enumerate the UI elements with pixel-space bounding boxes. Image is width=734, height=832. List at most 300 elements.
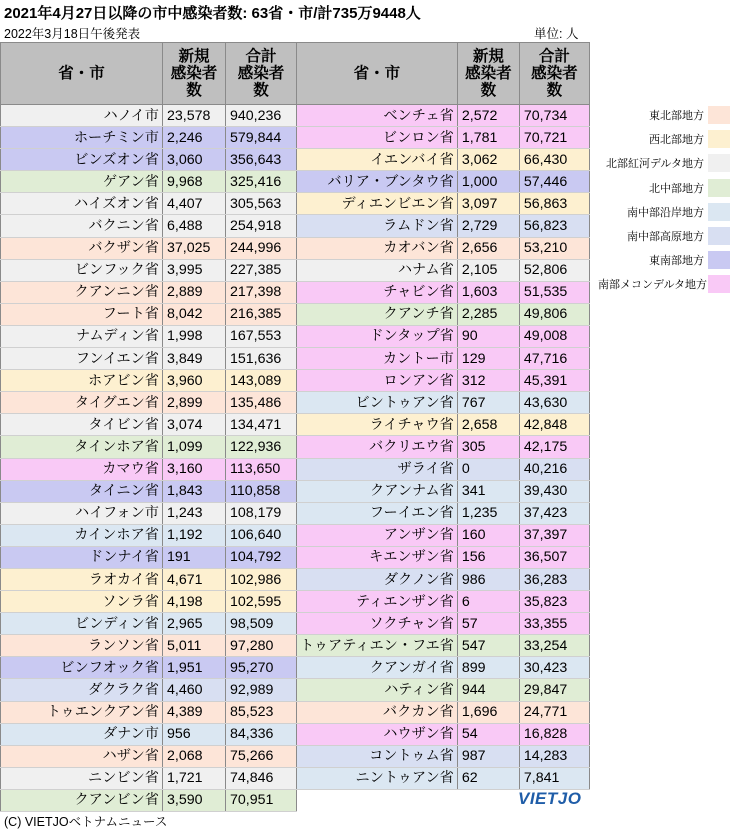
province-name-cell: カオバン省	[297, 237, 458, 259]
header-line: 数	[546, 82, 563, 99]
new-cases-cell: 1,235	[457, 502, 519, 524]
total-cases-cell: 52,806	[519, 259, 589, 281]
new-cases-cell: 3,849	[163, 348, 226, 370]
table-row	[1, 767, 297, 789]
new-cases-cell: 4,407	[163, 193, 226, 215]
table-row	[297, 701, 590, 723]
province-name-cell: カントー市	[297, 348, 458, 370]
province-name-cell: フーイエン省	[297, 502, 458, 524]
table-row	[1, 568, 297, 590]
new-cases-cell: 2,285	[457, 303, 519, 325]
total-cases-cell: 49,806	[519, 303, 589, 325]
table-row	[1, 591, 297, 613]
new-cases-cell: 2,899	[163, 392, 226, 414]
table-row	[297, 325, 590, 347]
total-cases-cell: 49,008	[519, 325, 589, 347]
table-row	[1, 745, 297, 767]
table-row	[297, 193, 590, 215]
new-cases-cell: 341	[457, 480, 519, 502]
province-name-cell: ハノイ市	[1, 105, 163, 127]
table-row	[1, 392, 297, 414]
table-row	[297, 392, 590, 414]
table-row	[1, 259, 297, 281]
new-cases-cell: 90	[457, 325, 519, 347]
province-name-cell: カインホア省	[1, 524, 163, 546]
province-name-cell: ハイズオン省	[1, 193, 163, 215]
total-cases-cell: 70,951	[226, 789, 297, 811]
table-row	[1, 171, 297, 193]
total-cases-cell: 14,283	[519, 745, 589, 767]
new-cases-cell: 987	[457, 745, 519, 767]
new-cases-cell: 156	[457, 546, 519, 568]
province-name-cell: ハナム省	[297, 259, 458, 281]
table-row	[1, 414, 297, 436]
page-title: 2021年4月27日以降の市中感染者数: 63省・市/計735万9448人	[4, 5, 421, 22]
province-name-cell: ラオカイ省	[1, 568, 163, 590]
total-cases-cell: 37,423	[519, 502, 589, 524]
header-line: 合計	[538, 48, 570, 65]
total-cases-cell: 92,989	[226, 679, 297, 701]
table-row	[1, 480, 297, 502]
province-name-cell: バクニン省	[1, 215, 163, 237]
header-line: 感染者	[531, 65, 578, 82]
new-cases-cell: 1,192	[163, 524, 226, 546]
new-cases-cell: 899	[457, 657, 519, 679]
province-name-cell: ランソン省	[1, 635, 163, 657]
header-line: 新規	[178, 48, 210, 65]
province-name-cell: ティエンザン省	[297, 591, 458, 613]
table-row	[1, 502, 297, 524]
new-cases-cell: 1,951	[163, 657, 226, 679]
province-name-cell: ビンロン省	[297, 127, 458, 149]
table-row	[297, 502, 590, 524]
province-name-cell: クアンビン省	[1, 789, 163, 811]
table-header-row	[1, 43, 297, 105]
legend-swatch	[708, 203, 730, 221]
table-header-row	[297, 43, 590, 105]
legend-item	[598, 272, 730, 296]
new-cases-cell: 129	[457, 348, 519, 370]
copyright-credit: (C) VIETJOベトナムニュース	[4, 815, 168, 829]
total-cases-cell: 30,423	[519, 657, 589, 679]
new-cases-cell: 2,658	[457, 414, 519, 436]
total-cases-cell: 29,847	[519, 679, 589, 701]
total-cases-cell: 244,996	[226, 237, 297, 259]
new-cases-cell: 2,656	[457, 237, 519, 259]
new-cases-cell: 1,843	[163, 480, 226, 502]
legend-label: 北中部地方	[649, 182, 704, 195]
province-name-cell: ハイフォン市	[1, 502, 163, 524]
table-row	[1, 436, 297, 458]
province-name-cell: ライチャウ省	[297, 414, 458, 436]
new-cases-cell: 2,729	[457, 215, 519, 237]
total-cases-cell: 102,986	[226, 568, 297, 590]
total-cases-cell: 36,283	[519, 568, 589, 590]
total-cases-cell: 135,486	[226, 392, 297, 414]
new-cases-cell: 6,488	[163, 215, 226, 237]
province-name-cell: ラムドン省	[297, 215, 458, 237]
total-cases-cell: 940,236	[226, 105, 297, 127]
province-name-cell: チャビン省	[297, 281, 458, 303]
province-name-cell: ハウザン省	[297, 723, 458, 745]
province-header: 省・市	[1, 43, 163, 105]
new-cases-cell: 1,099	[163, 436, 226, 458]
province-name-cell: ダクノン省	[297, 568, 458, 590]
total-cases-cell: 254,918	[226, 215, 297, 237]
total-cases-cell: 106,640	[226, 524, 297, 546]
province-name-cell: トゥエンクアン省	[1, 701, 163, 723]
total-cases-cell: 217,398	[226, 281, 297, 303]
legend-swatch	[708, 227, 730, 245]
total-cases-cell: 33,355	[519, 613, 589, 635]
total-cases-cell: 70,721	[519, 127, 589, 149]
table-row	[297, 458, 590, 480]
legend-item	[598, 127, 730, 151]
right-table-body	[297, 105, 590, 790]
new-cases-cell: 2,965	[163, 613, 226, 635]
new-cases-cell: 1,721	[163, 767, 226, 789]
province-name-cell: タインホア省	[1, 436, 163, 458]
unit-note: 単位: 人	[534, 27, 579, 41]
left-stats-table	[0, 42, 297, 812]
table-row	[1, 635, 297, 657]
legend-item	[598, 151, 730, 175]
table-row	[297, 149, 590, 171]
table-row	[1, 127, 297, 149]
table-row	[1, 149, 297, 171]
table-row	[1, 701, 297, 723]
table-row	[297, 127, 590, 149]
province-name-cell: ビンズオン省	[1, 149, 163, 171]
header-line: 新規	[472, 48, 504, 65]
table-row	[297, 215, 590, 237]
total-cases-cell: 102,595	[226, 591, 297, 613]
province-name-cell: ベンチェ省	[297, 105, 458, 127]
table-row	[297, 767, 590, 789]
legend-item	[598, 248, 730, 272]
new-cases-cell: 944	[457, 679, 519, 701]
new-cases-cell: 3,160	[163, 458, 226, 480]
total-cases-cell: 74,846	[226, 767, 297, 789]
new-cases-cell: 1,000	[457, 171, 519, 193]
new-cases-cell: 3,995	[163, 259, 226, 281]
table-row	[1, 789, 297, 811]
new-cases-cell: 2,572	[457, 105, 519, 127]
total-cases-cell: 325,416	[226, 171, 297, 193]
table-row	[297, 591, 590, 613]
total-cases-cell: 43,630	[519, 392, 589, 414]
total-cases-cell: 305,563	[226, 193, 297, 215]
table-row	[1, 348, 297, 370]
total-cases-header	[519, 43, 589, 105]
new-cases-cell: 1,998	[163, 325, 226, 347]
new-cases-cell: 23,578	[163, 105, 226, 127]
total-cases-cell: 51,535	[519, 281, 589, 303]
right-stats-table	[296, 42, 590, 790]
left-table-body	[1, 105, 297, 812]
total-cases-cell: 84,336	[226, 723, 297, 745]
header-line: 数	[253, 82, 269, 99]
table-row	[1, 325, 297, 347]
new-cases-cell: 4,460	[163, 679, 226, 701]
new-cases-header	[457, 43, 519, 105]
total-cases-cell: 7,841	[519, 767, 589, 789]
legend-swatch	[708, 179, 730, 197]
province-name-cell: ビンディン省	[1, 613, 163, 635]
province-name-cell: タイニン省	[1, 480, 163, 502]
legend-label: 南中部高原地方	[627, 231, 704, 244]
total-cases-cell: 24,771	[519, 701, 589, 723]
legend-swatch	[708, 130, 730, 148]
legend-item	[598, 224, 730, 248]
header-line: 感染者	[170, 65, 218, 82]
province-header: 省・市	[297, 43, 458, 105]
province-name-cell: コントゥム省	[297, 745, 458, 767]
region-legend	[598, 103, 730, 297]
total-cases-cell: 42,175	[519, 436, 589, 458]
province-name-cell: バリア・ブンタウ省	[297, 171, 458, 193]
new-cases-cell: 4,198	[163, 591, 226, 613]
total-cases-cell: 40,216	[519, 458, 589, 480]
province-name-cell: ソクチャン省	[297, 613, 458, 635]
new-cases-cell: 3,074	[163, 414, 226, 436]
total-cases-cell: 216,385	[226, 303, 297, 325]
legend-label: 西北部地方	[649, 134, 704, 147]
table-row	[1, 723, 297, 745]
table-row	[297, 546, 590, 568]
total-cases-cell: 98,509	[226, 613, 297, 635]
announcement-date: 2022年3月18日午後発表	[4, 27, 141, 41]
province-name-cell: ハザン省	[1, 745, 163, 767]
total-cases-cell: 104,792	[226, 546, 297, 568]
province-name-cell: トゥアティエン・フエ省	[297, 635, 458, 657]
province-name-cell: ホーチミン市	[1, 127, 163, 149]
new-cases-cell: 37,025	[163, 237, 226, 259]
new-cases-cell: 2,105	[457, 259, 519, 281]
province-name-cell: タイグエン省	[1, 392, 163, 414]
legend-item	[598, 176, 730, 200]
legend-label: 東北部地方	[649, 110, 704, 123]
new-cases-cell: 0	[457, 458, 519, 480]
province-name-cell: バクカン省	[297, 701, 458, 723]
table-row	[297, 348, 590, 370]
table-row	[1, 215, 297, 237]
total-cases-cell: 75,266	[226, 745, 297, 767]
legend-swatch	[708, 106, 730, 124]
total-cases-cell: 143,089	[226, 370, 297, 392]
province-name-cell: ソンラ省	[1, 591, 163, 613]
province-name-cell: フンイエン省	[1, 348, 163, 370]
legend-swatch	[708, 251, 730, 269]
legend-item	[598, 103, 730, 127]
province-name-cell: ダクラク省	[1, 679, 163, 701]
table-row	[297, 568, 590, 590]
province-name-cell: イエンバイ省	[297, 149, 458, 171]
total-cases-cell: 37,397	[519, 524, 589, 546]
new-cases-cell: 3,960	[163, 370, 226, 392]
table-row	[1, 657, 297, 679]
total-cases-cell: 53,210	[519, 237, 589, 259]
total-cases-cell: 47,716	[519, 348, 589, 370]
new-cases-cell: 191	[163, 546, 226, 568]
legend-label: 東南部地方	[649, 255, 704, 268]
table-row	[297, 524, 590, 546]
province-name-cell: ドンナイ省	[1, 546, 163, 568]
province-name-cell: ニントゥアン省	[297, 767, 458, 789]
header-line: 数	[186, 82, 202, 99]
new-cases-cell: 3,590	[163, 789, 226, 811]
table-row	[1, 193, 297, 215]
table-row	[297, 745, 590, 767]
total-cases-cell: 39,430	[519, 480, 589, 502]
table-row	[297, 679, 590, 701]
province-name-cell: ビントゥアン省	[297, 392, 458, 414]
total-cases-cell: 33,254	[519, 635, 589, 657]
new-cases-cell: 956	[163, 723, 226, 745]
total-cases-cell: 108,179	[226, 502, 297, 524]
total-cases-cell: 110,858	[226, 480, 297, 502]
total-cases-cell: 16,828	[519, 723, 589, 745]
new-cases-cell: 1,696	[457, 701, 519, 723]
table-row	[1, 303, 297, 325]
table-row	[297, 436, 590, 458]
header-line: 数	[480, 82, 497, 99]
new-cases-cell: 1,781	[457, 127, 519, 149]
total-cases-cell: 85,523	[226, 701, 297, 723]
new-cases-cell: 2,068	[163, 745, 226, 767]
province-name-cell: クアンガイ省	[297, 657, 458, 679]
header-line: 合計	[245, 48, 277, 65]
province-name-cell: フート省	[1, 303, 163, 325]
table-row	[297, 635, 590, 657]
legend-label: 南中部沿岸地方	[627, 206, 704, 219]
province-name-cell: ハティン省	[297, 679, 458, 701]
total-cases-cell: 36,507	[519, 546, 589, 568]
total-cases-cell: 167,553	[226, 325, 297, 347]
header-line: 感染者	[237, 65, 285, 82]
table-row	[297, 370, 590, 392]
new-cases-cell: 57	[457, 613, 519, 635]
new-cases-cell: 312	[457, 370, 519, 392]
total-cases-cell: 95,270	[226, 657, 297, 679]
total-cases-cell: 579,844	[226, 127, 297, 149]
province-name-cell: アンザン省	[297, 524, 458, 546]
table-row	[1, 370, 297, 392]
total-cases-cell: 70,734	[519, 105, 589, 127]
new-cases-cell: 305	[457, 436, 519, 458]
new-cases-cell: 2,889	[163, 281, 226, 303]
province-name-cell: タイビン省	[1, 414, 163, 436]
total-cases-cell: 113,650	[226, 458, 297, 480]
table-row	[297, 171, 590, 193]
table-row	[1, 679, 297, 701]
legend-swatch	[708, 275, 730, 293]
province-name-cell: ホアビン省	[1, 370, 163, 392]
table-row	[1, 613, 297, 635]
province-name-cell: バクザン省	[1, 237, 163, 259]
table-row	[297, 237, 590, 259]
new-cases-cell: 2,246	[163, 127, 226, 149]
table-row	[297, 259, 590, 281]
province-name-cell: ニンビン省	[1, 767, 163, 789]
legend-swatch	[708, 154, 730, 172]
total-cases-cell: 57,446	[519, 171, 589, 193]
new-cases-cell: 54	[457, 723, 519, 745]
table-row	[297, 723, 590, 745]
province-name-cell: ディエンビエン省	[297, 193, 458, 215]
new-cases-cell: 6	[457, 591, 519, 613]
total-cases-cell: 35,823	[519, 591, 589, 613]
new-cases-cell: 767	[457, 392, 519, 414]
new-cases-cell: 5,011	[163, 635, 226, 657]
new-cases-cell: 4,671	[163, 568, 226, 590]
new-cases-cell: 9,968	[163, 171, 226, 193]
table-row	[297, 105, 590, 127]
vietjo-logo: VIETJO	[518, 789, 582, 808]
new-cases-cell: 4,389	[163, 701, 226, 723]
province-name-cell: ビンフック省	[1, 259, 163, 281]
table-row	[297, 281, 590, 303]
province-name-cell: ダナン市	[1, 723, 163, 745]
legend-label: 北部紅河デルタ地方	[605, 158, 704, 171]
new-cases-cell: 3,097	[457, 193, 519, 215]
total-cases-cell: 42,848	[519, 414, 589, 436]
new-cases-cell: 1,243	[163, 502, 226, 524]
province-name-cell: クアンチ省	[297, 303, 458, 325]
total-cases-cell: 66,430	[519, 149, 589, 171]
table-row	[1, 546, 297, 568]
table-row	[1, 524, 297, 546]
new-cases-cell: 3,060	[163, 149, 226, 171]
total-cases-cell: 227,385	[226, 259, 297, 281]
new-cases-header	[163, 43, 226, 105]
total-cases-cell: 151,636	[226, 348, 297, 370]
legend-label: 南部メコンデルタ地方	[598, 279, 708, 292]
total-cases-cell: 356,643	[226, 149, 297, 171]
total-cases-cell: 56,823	[519, 215, 589, 237]
total-cases-cell: 56,863	[519, 193, 589, 215]
province-name-cell: ビンフオック省	[1, 657, 163, 679]
header-line: 感染者	[465, 65, 512, 82]
province-name-cell: ロンアン省	[297, 370, 458, 392]
new-cases-cell: 160	[457, 524, 519, 546]
table-row	[1, 281, 297, 303]
table-row	[1, 458, 297, 480]
total-cases-cell: 122,936	[226, 436, 297, 458]
province-name-cell: キエンザン省	[297, 546, 458, 568]
province-name-cell: カマウ省	[1, 458, 163, 480]
province-name-cell: バクリエウ省	[297, 436, 458, 458]
table-row	[297, 613, 590, 635]
table-row	[297, 657, 590, 679]
total-cases-cell: 97,280	[226, 635, 297, 657]
new-cases-cell: 3,062	[457, 149, 519, 171]
province-name-cell: ドンタップ省	[297, 325, 458, 347]
province-name-cell: ザライ省	[297, 458, 458, 480]
new-cases-cell: 986	[457, 568, 519, 590]
table-row	[1, 237, 297, 259]
table-row	[297, 480, 590, 502]
total-cases-header	[226, 43, 297, 105]
province-name-cell: ゲアン省	[1, 171, 163, 193]
new-cases-cell: 547	[457, 635, 519, 657]
new-cases-cell: 1,603	[457, 281, 519, 303]
total-cases-cell: 45,391	[519, 370, 589, 392]
province-name-cell: ナムディン省	[1, 325, 163, 347]
new-cases-cell: 62	[457, 767, 519, 789]
table-row	[297, 303, 590, 325]
total-cases-cell: 134,471	[226, 414, 297, 436]
